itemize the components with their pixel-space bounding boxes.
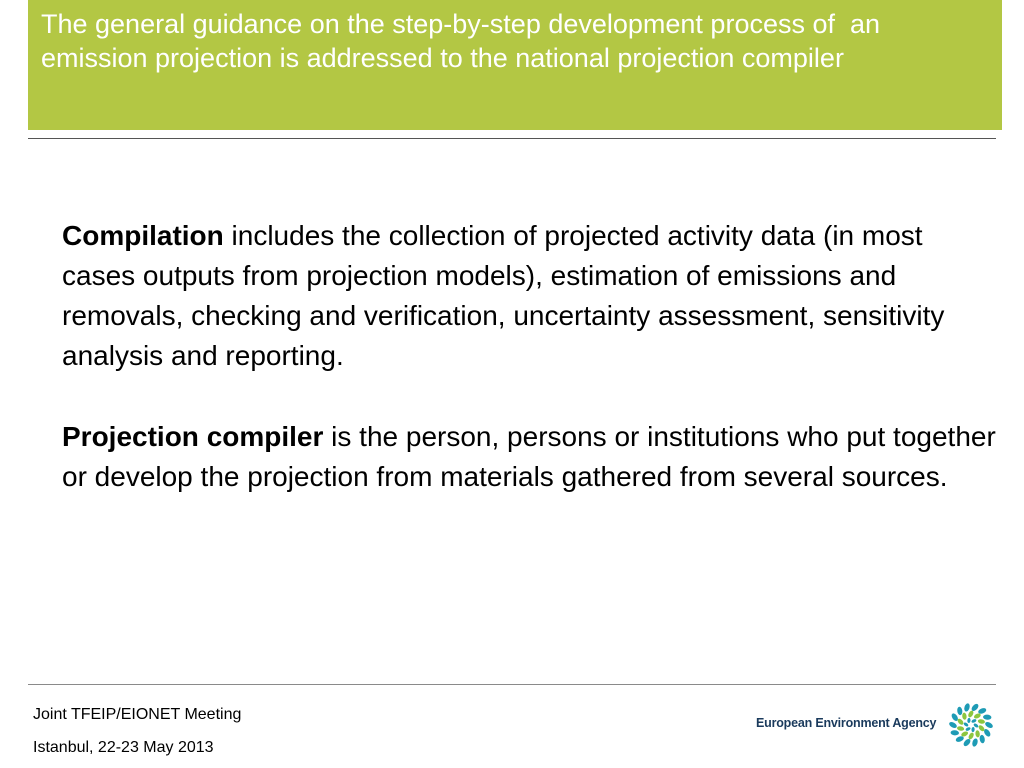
logo-petal	[948, 721, 958, 730]
definition-compilation	[62, 216, 1002, 376]
definition-term: Projection compiler	[62, 421, 324, 452]
logo-petal	[971, 727, 975, 732]
logo-petal	[971, 718, 977, 723]
logo-petal	[967, 718, 971, 723]
logo-petal	[983, 714, 992, 720]
title-divider	[28, 138, 996, 139]
definition-projection-compiler	[62, 417, 1002, 497]
logo-petal	[957, 706, 963, 715]
definition-text: includes the collection of projected activity data (in most cases outputs from projection models), estimation of emissions and removals, checking and verification, uncertainty assessment, sensitivity analysis and reporting.	[62, 220, 945, 371]
slide-body	[62, 216, 1002, 538]
logo-petal	[975, 730, 980, 738]
eea-logo-icon	[946, 700, 996, 750]
footer-event: Joint TFEIP/EIONET Meeting	[33, 706, 242, 723]
logo-petal	[967, 710, 974, 718]
logo-petal	[963, 703, 970, 713]
agency-name: European Environment Agency	[756, 716, 937, 730]
footer-place-date: Istanbul, 22-23 May 2013	[33, 739, 214, 756]
logo-petal	[968, 732, 975, 740]
logo-petal	[962, 712, 967, 720]
logo-petal	[979, 735, 985, 744]
logo-petal	[950, 730, 959, 736]
slide-title: The general guidance on the step-by-step development process of an emission projection is addressed to the national projection compiler	[41, 9, 888, 73]
definition-text: is the person, persons or institutions who put together or develop the projection from materials gathered from several sources.	[62, 421, 996, 492]
logo-petal	[957, 726, 965, 732]
logo-petal	[977, 719, 985, 725]
definition-term: Compilation	[62, 220, 224, 251]
logo-petal	[965, 727, 971, 732]
footer-divider	[28, 684, 996, 685]
logo-petal	[971, 738, 978, 748]
logo-petal	[984, 721, 994, 730]
title-band	[28, 0, 1002, 130]
